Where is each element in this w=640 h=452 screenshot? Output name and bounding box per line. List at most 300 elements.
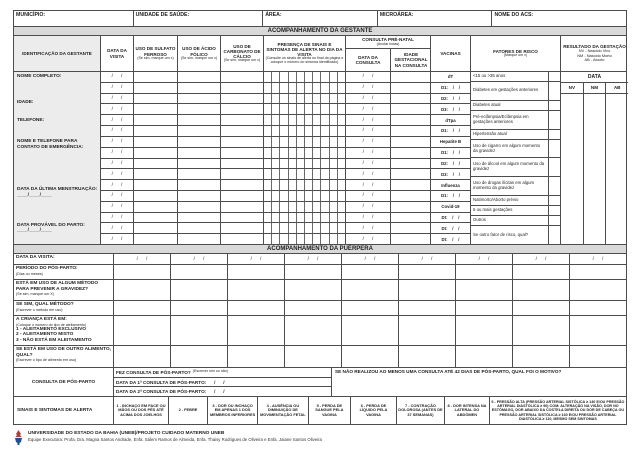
blank-cell [221,126,263,137]
alert-sign-mini-cell [280,83,288,93]
alert-sign-mini-cell [272,115,280,125]
alert-sign-mini-cell [330,213,338,223]
alert-sign-mini-cell [289,104,297,114]
blank-cell [221,83,263,94]
vaccine-cell: D2: / / [431,159,470,170]
blank-cell [221,104,263,115]
alert-item-cell: 8 - DOR INTENSA NA LATERAL DO ABDÔMEN [445,397,490,424]
alert-sign-row [264,169,345,180]
puerpera-blank-cell [342,280,399,300]
puerpera-blank-cell [570,301,626,315]
maternal-care-form [13,10,627,425]
blank-cell [178,148,220,159]
col-header-data-visita: DATA DA VISITA [101,36,134,71]
alert-sign-mini-cell [338,115,345,125]
risk-factor-checkbox [548,158,560,176]
risk-factor-checkbox [548,226,560,244]
alert-sign-mini-cell [280,94,288,104]
blank-cell [221,137,263,148]
alert-sign-mini-cell [280,223,288,233]
postpartum-question-text: DATA DA 2ª CONSULTA DE PÓS-PARTO: [116,389,207,395]
blank-cell [391,159,430,170]
alert-item-cell: 3 - DOR OU INCHAÇO EM APENAS 1 DOS MEMBROS INFERIORES [208,397,258,424]
alert-sign-mini-cell [313,104,321,114]
alert-sign-mini-cell [321,83,329,93]
alert-sign-mini-cell [338,169,345,179]
puerpera-blank-cell [399,280,456,300]
vaccine-cell: Dt: / / [431,223,470,234]
alert-sign-mini-cell [313,83,321,93]
blank-cell [134,159,177,170]
alert-sign-mini-cell [330,83,338,93]
alert-sign-mini-cell [297,234,305,244]
puerpera-label-text: ESTÁ EM USO DE ALGUM MÉTODO PARA PREVENIR A GRAVIDEZ? [16,281,99,292]
vaccine-cell: D1: / / [431,126,470,137]
alert-sign-row [264,159,345,170]
puerpera-blank-cell [342,346,399,367]
col-header-prenatal [346,36,431,71]
puerpera-blank-cell [570,265,626,279]
puerpera-blank-cell [285,280,342,300]
puerpera-blank-cell [228,280,285,300]
alert-sign-mini-cell [280,234,288,244]
date-cell: / / [101,202,133,213]
alert-sign-mini-cell [280,126,288,136]
alert-sign-mini-cell [305,213,313,223]
blank-cell [134,148,177,159]
date-cell: / / [101,94,133,105]
alert-sign-mini-cell [330,94,338,104]
alert-sign-mini-cell [313,191,321,201]
alert-sign-mini-cell [280,159,288,169]
puerpera-blank-cell [570,280,626,300]
blank-cell [391,234,430,244]
risk-factor-label: Hipertensão atual [473,130,507,136]
puerpera-blank-cell [171,316,228,345]
risk-factor-checkbox [548,82,560,100]
puerpera-blank-cell [228,346,285,367]
blank-cell [221,115,263,126]
puerpera-blank-cell [399,301,456,315]
breastfeeding-option: 2 - ALEITAMENTO MISTO [16,332,74,338]
alert-sign-mini-cell [297,126,305,136]
risk-factor-checkbox [548,72,560,81]
alert-sign-mini-cell [264,83,272,93]
footer-line2: Equipe Executora: Profa. Dra. Magna Santos Andrade, Enfa. Sálem Ramos de Almeida, Enfa. Thaisy Rodrigues de Oliveira e Enfa. Jaiane Santos Oliveira [28,437,322,443]
resultado-empty-column [584,94,607,244]
area-field: ÁREA: [263,11,378,26]
alert-sign-mini-cell [321,234,329,244]
col-header-resultado [561,36,628,71]
alert-sign-mini-cell [313,234,321,244]
alert-sign-mini-cell [321,223,329,233]
puerpera-row [14,346,626,367]
puerpera-label-text: PERÍODO DO PÓS-PARTO: [16,266,78,271]
alert-sign-mini-cell [264,72,272,82]
alert-sign-mini-cell [313,169,321,179]
vaccine-cell: D1: / / [431,191,470,202]
puerpera-row-label [14,265,114,279]
blank-cell [134,180,177,191]
vaccine-cell: D1: / / [431,148,470,159]
puerpera-row [14,265,626,280]
alert-sign-mini-cell [313,223,321,233]
alert-sign-mini-cell [297,180,305,190]
fatores-title: FATORES DE RISCO [493,48,538,54]
alert-sign-mini-cell [305,148,313,158]
risk-factor-label: Diabetes em gestações anteriores [473,87,539,93]
date-cell: / / [101,191,133,202]
alert-sign-mini-cell [264,180,272,190]
postpartum-question-row [114,368,331,378]
alert-sign-mini-cell [338,234,345,244]
postpartum-question-row [114,378,331,388]
alert-sign-mini-cell [305,94,313,104]
alert-sign-mini-cell [272,83,280,93]
puerpera-blank-cell [171,265,228,279]
alert-sign-mini-cell [338,83,345,93]
col-header-vacinas: VACINAS [431,36,471,71]
risk-factor-label: Uso de drogas ilícitas em algum momento da gravidez [473,180,535,191]
alert-sign-mini-cell [313,180,321,190]
blank-cell [391,180,430,191]
alert-sign-mini-cell [264,126,272,136]
resultado-col-header: NM [584,83,607,93]
risk-factor-row [471,111,560,130]
alert-sign-mini-cell [305,169,313,179]
blank-cell [178,159,220,170]
alert-sign-mini-cell [264,213,272,223]
alert-sign-mini-cell [330,223,338,233]
date-cell: / / [111,236,123,242]
risk-factor-label: Natimorto/Aborto prévio [473,197,519,203]
alert-sign-mini-cell [338,72,345,82]
alert-sign-mini-cell [297,223,305,233]
date-cell: / / [346,169,390,180]
alert-sign-mini-cell [338,148,345,158]
puerpera-blank-cell [285,316,342,345]
blank-cell [134,223,177,234]
blank-cell [391,83,430,94]
gestante-section-title: ACOMPANHAMENTO DA GESTANTE [13,27,627,36]
resultado-empty-column [606,94,628,244]
puerpera-rows [13,254,627,368]
alert-sign-row [264,148,345,159]
puerpera-row-label [14,254,114,264]
alert-sign-mini-cell [289,72,297,82]
col-header-identificacao: IDENTIFICAÇÃO DA GESTANTE [14,36,101,71]
blank-cell [391,202,430,213]
date-cell: / / [346,126,390,137]
risk-factor-checkbox [548,140,560,158]
puerpera-label-note: (Coloque o número do tipo de aleitamento) [16,322,87,327]
date-cell: / / [101,72,133,83]
consult-date-column [346,72,391,244]
date-cell: / / [101,104,133,115]
alert-sign-mini-cell [289,234,297,244]
puerpera-label-text: SE ESTÁ EM USO DE OUTRO ALIMENTO, QUAL? [16,347,111,358]
risk-factor-checkbox [548,130,560,139]
alert-sign-mini-cell [305,159,313,169]
alert-sign-mini-cell [264,159,272,169]
blank-cell [178,94,220,105]
gestante-body [13,72,627,245]
alert-sign-mini-cell [297,83,305,93]
blank-cell [221,191,263,202]
alert-sign-mini-cell [321,148,329,158]
postpartum-consult-block [13,368,627,397]
alert-sign-mini-cell [321,94,329,104]
footer-line1: UNIVERSIDADE DO ESTADO DA BAHIA (UNEB)/PROJETO CUIDADO MATERNO UNEB [28,431,225,436]
puerpera-blank-cell [456,301,513,315]
top-header-row [13,10,627,27]
alert-sign-mini-cell [321,72,329,82]
blank-cell [178,169,220,180]
resultado-title: RESULTADO DA GESTAÇÃO [563,43,626,49]
ident-label-text: NOME COMPLETO: [17,73,62,79]
puerpera-label-note: (Escrever o tipo de alimento em uso) [16,358,77,363]
resultado-legend-ab: AB - Aborto [584,57,605,63]
puerpera-row-label [14,280,114,300]
alert-sign-mini-cell [264,148,272,158]
postpartum-consult-reason: SE NÃO REALIZOU AO MENOS UMA CONSULTA ATÉ 42 DIAS DE PÓS-PARTO, QUAL FOI O MOTIVO? [335,369,562,374]
blank-cell [178,104,220,115]
risk-factor-checkbox [548,101,560,110]
alert-sign-mini-cell [297,191,305,201]
risk-factor-label: Uso de álcool em algum momento da gravidez [473,161,545,172]
prenatal-note: (Anotar todas) [376,41,400,46]
risk-factor-row [471,177,560,196]
alert-sign-mini-cell [297,169,305,179]
blank-cell [134,83,177,94]
alert-sign-mini-cell [264,234,272,244]
col-header-sinais [264,36,346,71]
risk-factor-label: 6 ou mais gestações [473,207,513,213]
resultado-subheader [561,83,628,94]
puerpera-blank-cell [399,265,456,279]
alert-sign-mini-cell [338,213,345,223]
alert-sign-mini-cell [289,83,297,93]
alert-sign-mini-cell [313,148,321,158]
col-header-fatores [471,36,561,71]
alert-item-cell: 2 - FEBRE [169,397,208,424]
alert-sign-mini-cell [305,115,313,125]
puerpera-blank-cell [285,265,342,279]
blank-cell [178,234,220,244]
puerpera-blank-cell [285,346,342,367]
blank-cell [178,213,220,224]
alert-sign-mini-cell [272,148,280,158]
alert-sign-mini-cell [272,180,280,190]
health-unit-field: UNIDADE DE SAÚDE: [134,11,264,26]
puerpera-date-cell: / / [513,254,570,264]
alert-sign-mini-cell [297,72,305,82]
alert-sign-mini-cell [321,126,329,136]
alert-sign-mini-cell [289,126,297,136]
blank-cell [134,72,177,83]
sinais-column [264,72,346,244]
puerpera-row-label [14,346,114,367]
alert-sign-mini-cell [297,213,305,223]
postpartum-question-row [114,387,331,396]
puerpera-blank-cell [342,301,399,315]
puerpera-blank-cell [342,265,399,279]
risk-factor-label: Se outro fator de risco, qual? [473,231,529,237]
alert-sign-mini-cell [272,223,280,233]
resultado-empty-column [561,94,584,244]
resultado-column [561,72,628,244]
municipality-field: MUNICÍPIO: [14,11,134,26]
alert-sign-mini-cell [272,104,280,114]
alert-sign-mini-cell [264,202,272,212]
alert-sign-mini-cell [305,202,313,212]
ident-label [17,187,98,199]
puerpera-label-text: SE SIM, QUAL MÉTODO? [16,302,74,307]
postpartum-question-note: (Escrever sim ou não) [192,369,228,374]
alert-sign-mini-cell [338,94,345,104]
alert-sign-mini-cell [305,180,313,190]
blank-cell [178,191,220,202]
alert-sign-mini-cell [272,234,280,244]
alert-sign-row [264,234,345,244]
alert-sign-mini-cell [330,159,338,169]
puerpera-blank-cell [228,316,285,345]
ident-label [17,223,98,235]
prenatal-title: CONSULTA PRÉ-NATAL [362,37,414,43]
blank-cell [221,72,263,83]
puerpera-label-note: (Se sim, marque um X) [16,292,54,297]
puerpera-label-text: DATA DA VISITA: [16,255,55,260]
col-header-acido [178,36,221,71]
puerpera-blank-cell [171,280,228,300]
alert-sign-mini-cell [305,72,313,82]
alert-sign-mini-cell [330,234,338,244]
date-cell: / / [346,223,390,234]
microarea-field: MICROÁREA: [378,11,493,26]
alert-item-cell: 5 - PERDA DE SANGUE PELA VAGINA [309,397,352,424]
risk-factor-row [471,206,560,216]
ident-label-text: TELEFONE: [17,118,45,124]
risk-factor-row [471,158,560,177]
date-cell: / / [101,159,133,170]
alert-sign-mini-cell [272,213,280,223]
alert-sign-mini-cell [305,104,313,114]
risk-factor-checkbox [548,206,560,215]
puerpera-blank-cell [342,316,399,345]
vacinas-column [431,72,471,244]
col-header-sulfato [134,36,178,71]
puerpera-section-title: ACOMPANHAMENTO DA PUÉRPERA [13,245,627,254]
postpartum-date-cell: / / [206,389,225,395]
blank-cell [221,180,263,191]
alert-sign-mini-cell [313,126,321,136]
date-cell: / / [346,115,390,126]
puerpera-blank-cell [570,316,626,345]
puerpera-blank-cell [399,346,456,367]
col-header-carbonato [221,36,264,71]
puerpera-blank-cell [114,316,171,345]
date-cell: / / [346,202,390,213]
alert-sign-mini-cell [321,137,329,147]
alert-sign-mini-cell [321,104,329,114]
postpartum-date-cell: / / [206,379,225,385]
vaccine-cell: Influenza [431,180,470,191]
risk-factor-label: Outros [473,217,486,223]
risk-factor-row [471,82,560,101]
date-cell: / / [346,180,390,191]
date-cell: / / [346,94,390,105]
breastfeeding-option: 3 - NÃO ESTÁ EM ALEITAMENTO [16,337,92,343]
alert-item-cell: 4 - AUSÊNCIA OU DIMINUIÇÃO DE MOVIMENTAÇÃO FETAL [258,397,308,424]
vaccine-cell: D2: / / [431,94,470,105]
breastfeeding-option: 1 - ALEITAMENTO EXCLUSIVO [16,326,87,332]
alert-sign-mini-cell [280,191,288,201]
blank-cell [178,137,220,148]
alert-sign-mini-cell [297,159,305,169]
alert-sign-mini-cell [321,169,329,179]
blank-cell [221,94,263,105]
alert-sign-row [264,137,345,148]
blank-cell [178,83,220,94]
date-cell: / / [101,148,133,159]
alert-sign-row [264,180,345,191]
postpartum-consult-label: CONSULTA DE PÓS-PARTO [14,368,114,396]
risk-factor-row [471,101,560,111]
gestante-header-row [13,36,627,72]
risk-factor-checkbox [548,177,560,195]
blank-cell [391,213,430,224]
alert-sign-mini-cell [321,115,329,125]
blank-cell [221,213,263,224]
alert-sign-mini-cell [289,169,297,179]
alert-sign-mini-cell [289,191,297,201]
sinais-title: PRESENÇA DE SINAIS E SINTOMAS DE ALERTA NO DIA DA VISITA [266,41,343,58]
blank-cell [221,169,263,180]
alert-sign-mini-cell [289,213,297,223]
alert-sign-row [264,213,345,224]
puerpera-row [14,280,626,301]
alert-sign-mini-cell [330,202,338,212]
risk-factor-row [471,196,560,206]
puerpera-blank-cell [228,265,285,279]
ident-label [17,118,98,124]
blank-cell [178,202,220,213]
risk-factor-label: Diabetes atual [473,101,501,107]
alert-sign-row [264,72,345,83]
risk-factor-checkbox [548,216,560,225]
blank-cell [391,191,430,202]
alert-sign-mini-cell [289,94,297,104]
puerpera-blank-cell [513,301,570,315]
alert-sign-mini-cell [338,159,345,169]
postpartum-question-text: FEZ CONSULTA DE PÓS-PARTO? [116,369,191,375]
vaccine-cell: Covid-19 [431,202,470,213]
alert-sign-mini-cell [330,180,338,190]
carbonato-column [221,72,264,244]
resultado-data-header: DATA [561,72,628,83]
blank-cell [178,115,220,126]
alert-sign-mini-cell [264,169,272,179]
vaccine-cell: dT [431,72,470,83]
alert-sign-mini-cell [272,169,280,179]
alert-sign-mini-cell [280,115,288,125]
risk-factor-row [471,130,560,140]
puerpera-date-cell: / / [399,254,456,264]
sinais-note: (Consulte os sinais de alerta no final da página e coloque o número do sintoma identificado) [265,56,344,65]
ident-label-text: NOME E TELEFONE PARA CONTATO DE EMERGÊNCIA: [17,139,84,151]
puerpera-date-cell: / / [342,254,399,264]
date-cell: / / [346,137,390,148]
